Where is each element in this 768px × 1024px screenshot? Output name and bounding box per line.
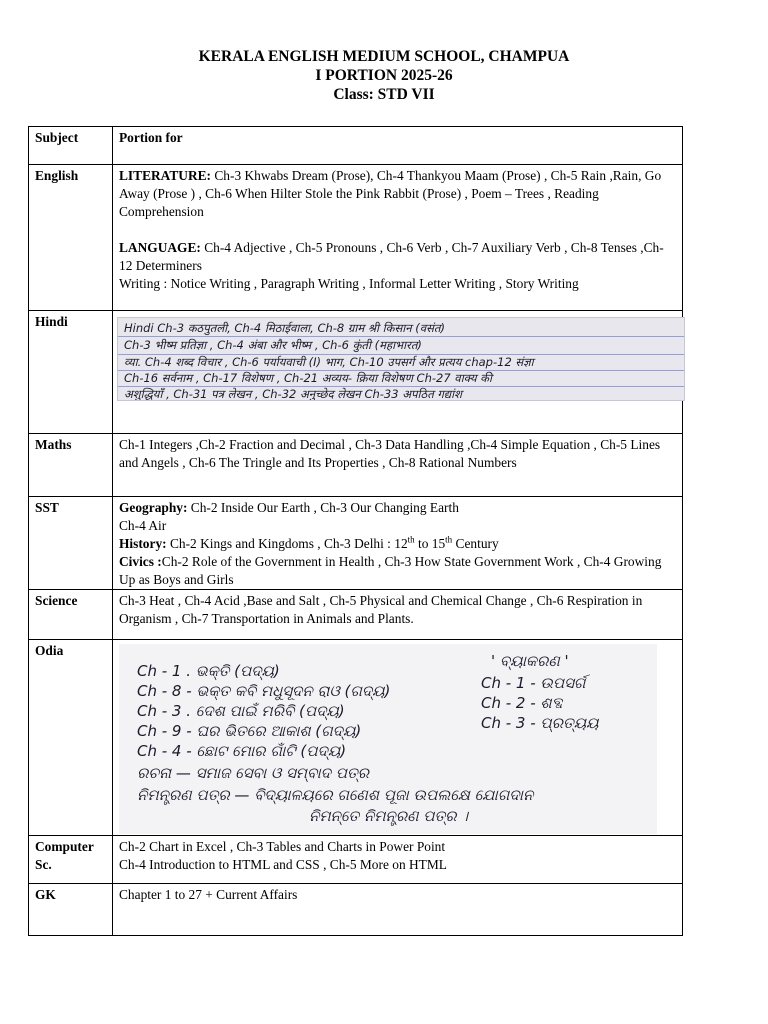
odia-line: ନିମନ୍ତ୍ରଣ ପତ୍ର — ବିଦ୍ୟାଳୟରେ ଗଣେଶ ପୂଜା ଉପଲକ୍ଷେ ଯୋଗଦାନ	[137, 786, 534, 804]
odia-line: Ch - 1 . ଭକ୍ତି (ପଦ୍ୟ)	[137, 662, 280, 680]
odia-line: Ch - 3 . ଦେଶ ପାଇଁ ମରିବି (ପଦ୍ୟ)	[137, 702, 345, 720]
portion-title: I PORTION 2025-26	[315, 67, 453, 84]
subject-maths: Maths	[29, 434, 113, 497]
table-row-computer	[29, 836, 683, 884]
subject-hindi: Hindi	[29, 311, 113, 434]
odia-handwritten-image	[119, 644, 657, 834]
english-writing: Writing : Notice Writing , Paragraph Writing , Informal Letter Writing , Story Writing	[119, 276, 579, 291]
portion-odia	[113, 640, 683, 836]
portion-sst	[113, 497, 683, 590]
odia-line: ନିମନ୍ତେ ନିମନ୍ତ୍ରଣ ପତ୍ର ।	[309, 807, 469, 825]
odia-grammar-title: ' ବ୍ୟାକରଣ '	[491, 652, 569, 670]
hindi-line: Hindi Ch-3 कठपुतली, Ch-4 मिठाईवाला, Ch-8 ग्राम श्री किसान (वसंत)	[124, 321, 445, 335]
subject-sst: SST	[29, 497, 113, 590]
hindi-line: अशुद्धियाँ , Ch-31 पत्र लेखन , Ch-32 अनुच्छेद लेखन Ch-33 अपठित गद्यांश	[124, 387, 462, 401]
portion-gk: Chapter 1 to 27 + Current Affairs	[113, 884, 683, 936]
hindi-line: Ch-16 सर्वनाम , Ch-17 विशेषण , Ch-21 अव्यय- क्रिया विशेषण Ch-27 वाक्य की	[124, 371, 492, 385]
english-language: LANGUAGE: Ch-4 Adjective , Ch-5 Pronouns , Ch-6 Verb , Ch-7 Auxiliary Verb , Ch-8 Tenses ,Ch-12 Determiners	[119, 240, 664, 273]
odia-line: Ch - 8 - ଭକ୍ତ କବି ମଧୁସୂଦନ ରାଓ (ଗଦ୍ୟ)	[137, 682, 391, 700]
subject-gk: GK	[29, 884, 113, 936]
portion-table	[28, 126, 683, 936]
portion-maths: Ch-1 Integers ,Ch-2 Fraction and Decimal , Ch-3 Data Handling ,Ch-4 Simple Equation , Ch-5 Lines and Angels , Ch-6 The Tringle and Its Properties , Ch-8 Rational Numbers	[113, 434, 683, 497]
table-row-odia	[29, 640, 683, 836]
portion-science: Ch-3 Heat , Ch-4 Acid ,Base and Salt , Ch-5 Physical and Chemical Change , Ch-6 Respiration in Organism , Ch-7 Transportation in Animals and Plants.	[113, 590, 683, 640]
odia-line: Ch - 3 - ପ୍ରତ୍ୟୟ	[481, 714, 599, 732]
subject-english: English	[29, 165, 113, 311]
subject-header: Subject	[29, 127, 113, 165]
table-row-science	[29, 590, 683, 640]
school-name: KERALA ENGLISH MEDIUM SCHOOL, CHAMPUA	[198, 48, 570, 65]
table-row-gk	[29, 884, 683, 936]
sst-history: History: Ch-2 Kings and Kingdoms , Ch-3 Delhi : 12th to 15th Century	[119, 534, 499, 551]
class-title: Class: STD VII	[333, 86, 435, 103]
table-header-row	[29, 127, 683, 165]
portion-hindi	[113, 311, 683, 434]
sst-civics: Civics :Ch-2 Role of the Government in Health , Ch-3 How State Government Work , Ch-4 Growing Up as Boys and Girls	[119, 554, 662, 587]
odia-line: ରଚନା — ସମାଜ ସେବା ଓ ସମ୍ବାଦ ପତ୍ର	[137, 764, 370, 782]
odia-line: Ch - 4 - ଛୋଟ ମୋର ଗାଁଟି (ପଦ୍ୟ)	[137, 742, 347, 760]
table-row-english	[29, 165, 683, 311]
english-literature: LITERATURE: Ch-3 Khwabs Dream (Prose), Ch-4 Thankyou Maam (Prose) , Ch-5 Rain ,Rain, Go Away (Prose ) , Ch-6 When Hilter Stole the Pink Rabbit (Prose) , Poem – Trees , Reading Comprehension	[119, 168, 662, 219]
subject-science: Science	[29, 590, 113, 640]
subject-computer: Computer Sc.	[29, 836, 113, 884]
portion-header: Portion for	[113, 127, 683, 165]
odia-line: Ch - 2 - ଶବ୍ଦ	[481, 694, 563, 712]
hindi-line: Ch-3 भीष्म प्रतिज्ञा , Ch-4 अंबा और भीष्म , Ch-6 कुंती (महाभारत)	[124, 338, 422, 352]
subject-odia: Odia	[29, 640, 113, 836]
hindi-handwritten-image	[117, 317, 685, 401]
portion-english	[113, 165, 683, 311]
sst-geography-2: Ch-4 Air	[119, 518, 167, 533]
document-header	[0, 47, 768, 104]
odia-line: Ch - 1 - ଉପସର୍ଗ	[481, 674, 586, 692]
portion-computer: Ch-2 Chart in Excel , Ch-3 Tables and Charts in Power Point Ch-4 Introduction to HTML and CSS , Ch-5 More on HTML	[113, 836, 683, 884]
table-row-maths	[29, 434, 683, 497]
table-row-hindi	[29, 311, 683, 434]
hindi-line: व्या. Ch-4 शब्द विचार , Ch-6 पर्यायवाची (I) भाग, Ch-10 उपसर्ग और प्रत्यय chap-12 संज्ञा	[124, 355, 534, 369]
odia-line: Ch - 9 - ଘର ଭିତରେ ଆକାଶ (ଗଦ୍ୟ)	[137, 722, 362, 740]
sst-geography: Geography: Ch-2 Inside Our Earth , Ch-3 Our Changing Earth	[119, 500, 459, 515]
table-row-sst	[29, 497, 683, 590]
